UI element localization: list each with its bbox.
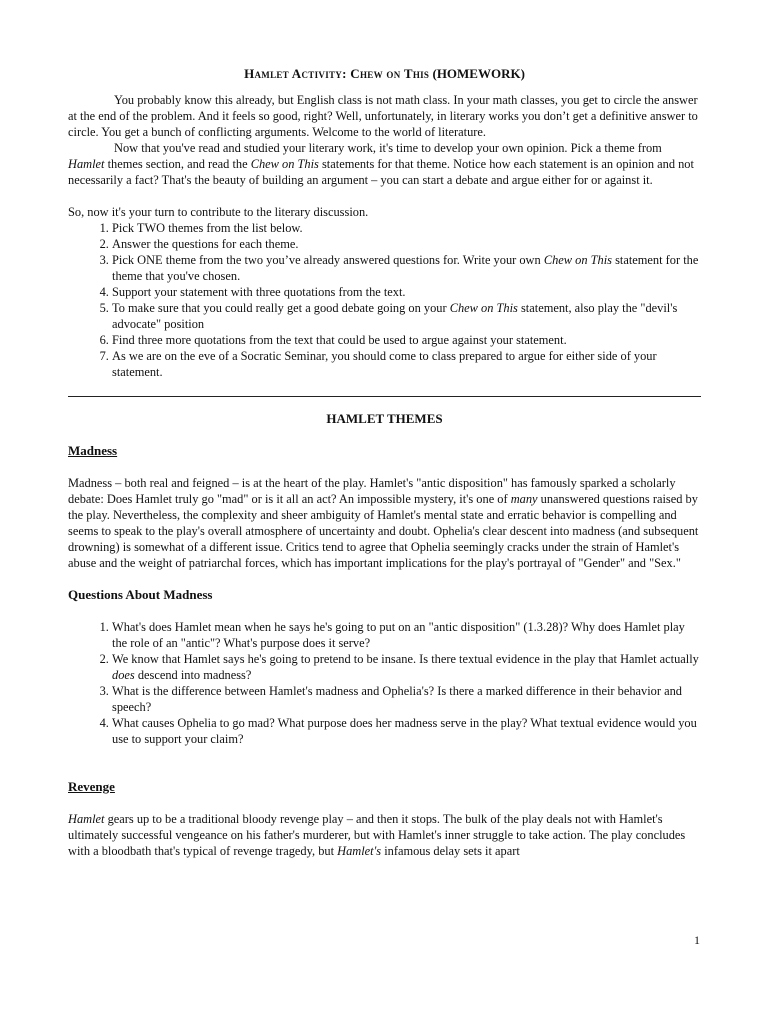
revenge-paragraph: Hamlet gears up to be a traditional bloody revenge play – and then it stops. The bulk of the play deals not with Hamlet's ultimately successful vengeance on his father's murderer, but with Hamlet's inner struggle to take action. The play concludes with a bloodbath that's typical of revenge tragedy, but Hamlet's infamous delay sets it apart bbox=[68, 812, 686, 858]
revenge-heading: Revenge bbox=[68, 779, 115, 794]
intro-paragraph-3: So, now it's your turn to contribute to the literary discussion. bbox=[68, 205, 369, 219]
page-title: Hamlet Activity: Chew on This (HOMEWORK) bbox=[244, 66, 525, 81]
intro-paragraph-1: You probably know this already, but English class is not math class. In your math classes, you get to circle the answer at the end of the problem. And it feels so good, right? Well, unfortunately, in literary works you don’t get a definitive answer to circle. You get a bunch of conflicting arguments. Welcome to the world of literature. bbox=[68, 93, 698, 139]
horizontal-divider bbox=[68, 396, 701, 397]
list-item: 1. Pick TWO themes from the list below. bbox=[112, 220, 701, 236]
madness-questions-heading: Questions About Madness bbox=[68, 587, 213, 602]
madness-heading: Madness bbox=[68, 443, 118, 458]
steps-list bbox=[68, 220, 701, 380]
themes-heading: HAMLET THEMES bbox=[326, 411, 443, 426]
list-item: 1. What's does Hamlet mean when he says he's going to put on an "antic disposition" (1.3.28)? Why does Hamlet play the role of an "antic"? What's purpose does it serve? bbox=[112, 619, 701, 651]
list-item: 3. What is the difference between Hamlet's madness and Ophelia's? Is there a marked difference in their behavior and speech? bbox=[112, 683, 701, 715]
list-item: 6. Find three more quotations from the text that could be used to argue against your statement. bbox=[112, 332, 701, 348]
document-page bbox=[68, 66, 701, 859]
madness-questions-list bbox=[68, 619, 701, 747]
list-item: 7. As we are on the eve of a Socratic Seminar, you should come to class prepared to argue for either side of your statement. bbox=[112, 348, 701, 380]
list-item: 3. Pick ONE theme from the two you’ve already answered questions for. Write your own Chew on This statement for the theme that you've chosen. bbox=[112, 252, 701, 284]
intro-paragraph-2: Now that you've read and studied your literary work, it's time to develop your own opinion. Pick a theme from Hamlet themes section, and read the Chew on This statements for that theme. Notice how each statement is an opinion and not necessarily a fact? That's the beauty of building an argument – you can start a debate and argue either for or against it. bbox=[68, 141, 694, 187]
list-item: 4. What causes Ophelia to go mad? What purpose does her madness serve in the play? What textual evidence would you use to support your claim? bbox=[112, 715, 701, 747]
list-item: 2. Answer the questions for each theme. bbox=[112, 236, 701, 252]
page-number: 1 bbox=[694, 933, 700, 947]
madness-paragraph: Madness – both real and feigned – is at the heart of the play. Hamlet's "antic disposition" has famously sparked a scholarly debate: Does Hamlet truly go "mad" or is it all an act? An impossible mystery, it's one of many unanswered questions raised by the play. Nevertheless, the complexity and sheer ambiguity of Hamlet's mental state and erratic behavior is compelling and seems to speak to the play's overall atmosphere of uncertainty and doubt. Ophelia's clear descent into madness (and subsequent drowning) is somewhat of a different issue. Critics tend to agree that Ophelia seemingly cracks under the strain of Hamlet's abuse and the weight of patriarchal forces, which has important implications for the play's portrayal of "Gender" and "Sex." bbox=[68, 476, 699, 570]
list-item: 4. Support your statement with three quotations from the text. bbox=[112, 284, 701, 300]
list-item: 2. We know that Hamlet says he's going to pretend to be insane. Is there textual evidence in the play that Hamlet actually does descend into madness? bbox=[112, 651, 701, 683]
list-item: 5. To make sure that you could really get a good debate going on your Chew on This statement, also play the "devil's advocate" position bbox=[112, 300, 701, 332]
